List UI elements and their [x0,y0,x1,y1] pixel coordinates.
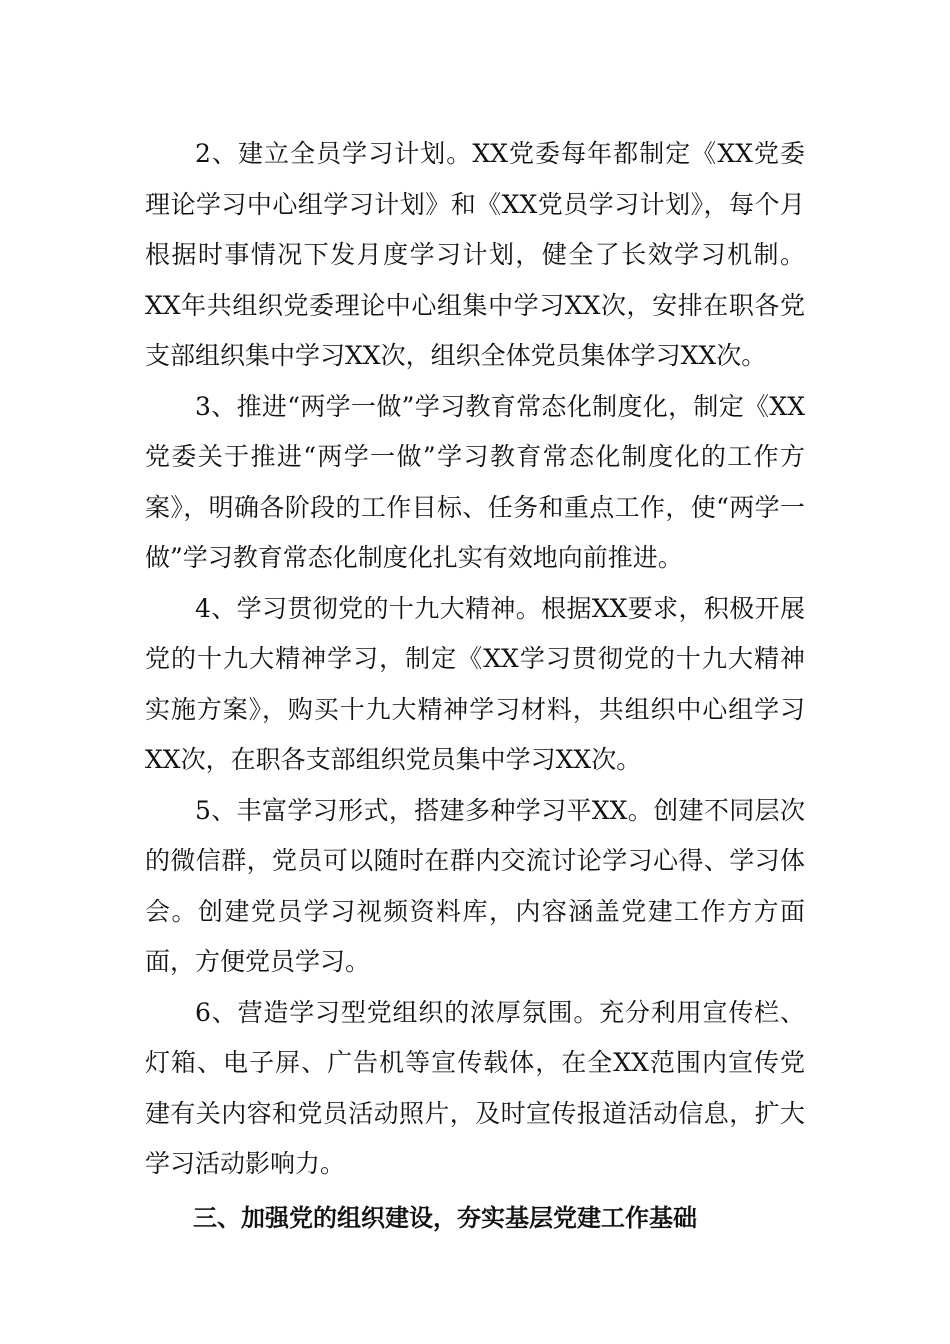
paragraph-study-plan: 2、建立全员学习计划。XX党委每年都制定《XX党委理论学习中心组学习计划》和《XX党员学习计划》，每个月根据时事情况下发月度学习计划，健全了长效学习机制。XX年共组织党委理论中心组集中学习XX次，安排在职各党支部组织集中学习XX次，组织全体党员集体学习XX次。 [145,139,805,370]
document-body [145,129,805,1243]
paragraph-two-studies: 3、推进“两学一做”学习教育常态化制度化，制定《XX党委关于推进“两学一做”学习教育常态化制度化的工作方案》，明确各阶段的工作目标、任务和重点工作，使“两学一做”学习教育常态化制度化扎实有效地向前推进。 [145,391,805,572]
paragraph-study-forms: 5、丰富学习形式，搭建多种学习平XX。创建不同层次的微信群，党员可以随时在群内交流讨论学习心得、学习体会。创建党员学习视频资料库，内容涵盖党建工作方方面面，方便党员学习。 [145,795,805,976]
paragraph-study-atmosphere: 6、营造学习型党组织的浓厚氛围。充分利用宣传栏、灯箱、电子屏、广告机等宣传载体，在全XX范围内宣传党建有关内容和党员活动照片，及时宣传报道活动信息，扩大学习活动影响力。 [145,997,805,1178]
section-heading: 三、加强党的组织建设，夯实基层党建工作基础 [193,1203,697,1232]
paragraph-nineteenth-congress: 4、学习贯彻党的十九大精神。根据XX要求，积极开展党的十九大精神学习，制定《XX学习贯彻党的十九大精神实施方案》，购买十九大精神学习材料，共组织中心组学习XX次，在职各支部组织党员集中学习XX次。 [145,593,805,774]
